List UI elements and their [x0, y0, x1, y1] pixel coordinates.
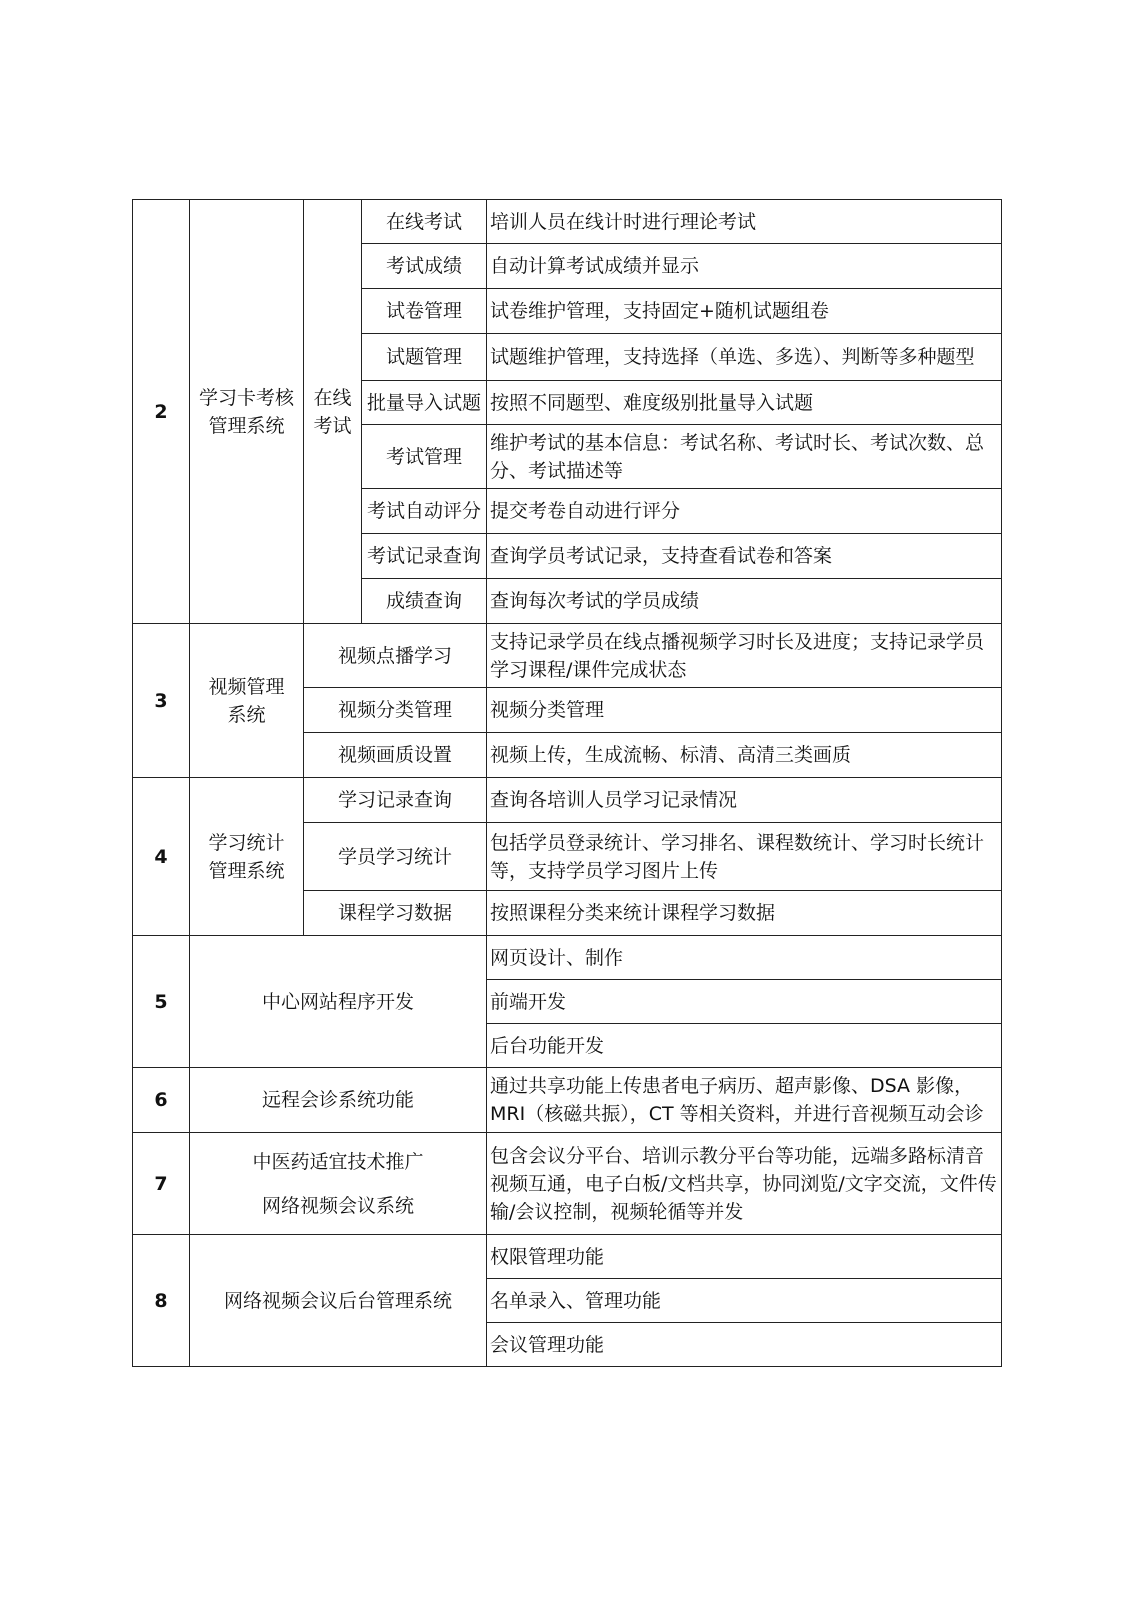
- row-number: 4: [133, 778, 190, 936]
- function-desc: 查询每次考试的学员成绩: [487, 579, 1002, 624]
- function-desc: 名单录入、管理功能: [487, 1279, 1002, 1323]
- module-name: 在线 考试: [304, 200, 362, 624]
- function-name: 成绩查询: [362, 579, 487, 624]
- function-desc: 通过共享功能上传患者电子病历、超声影像、DSA 影像，MRI（核磁共振），CT 等相关资料，并进行音视频互动会诊: [487, 1068, 1002, 1133]
- function-desc: 按照不同题型、难度级别批量导入试题: [487, 381, 1002, 425]
- function-desc: 试卷维护管理，支持固定+随机试题组卷: [487, 289, 1002, 334]
- function-name: 试题管理: [362, 334, 487, 381]
- function-name: 在线考试: [362, 200, 487, 244]
- function-name: 批量导入试题: [362, 381, 487, 425]
- function-name: 视频画质设置: [304, 733, 487, 778]
- table-row: [133, 1133, 1002, 1235]
- function-name: 考试记录查询: [362, 534, 487, 579]
- row-number: 6: [133, 1068, 190, 1133]
- function-desc: 权限管理功能: [487, 1235, 1002, 1279]
- system-name: 网络视频会议后台管理系统: [190, 1235, 487, 1367]
- function-name: 视频点播学习: [304, 624, 487, 688]
- function-desc: 支持记录学员在线点播视频学习时长及进度；支持记录学员学习课程/课件完成状态: [487, 624, 1002, 688]
- function-desc: 培训人员在线计时进行理论考试: [487, 200, 1002, 244]
- row-number: 8: [133, 1235, 190, 1367]
- function-desc: 按照课程分类来统计课程学习数据: [487, 891, 1002, 936]
- function-name: 考试自动评分: [362, 489, 487, 534]
- row-number: 2: [133, 200, 190, 624]
- system-name: 学习统计 管理系统: [190, 778, 304, 936]
- function-name: 考试成绩: [362, 244, 487, 289]
- function-name: 学员学习统计: [304, 823, 487, 891]
- function-desc: 视频上传，生成流畅、标清、高清三类画质: [487, 733, 1002, 778]
- function-name: 试卷管理: [362, 289, 487, 334]
- table-row: [133, 1068, 1002, 1133]
- function-name: 视频分类管理: [304, 688, 487, 733]
- table-row: [133, 1235, 1002, 1279]
- system-name: 远程会诊系统功能: [190, 1068, 487, 1133]
- function-desc: 后台功能开发: [487, 1024, 1002, 1068]
- function-name: 学习记录查询: [304, 778, 487, 823]
- row-number: 3: [133, 624, 190, 778]
- function-desc: 视频分类管理: [487, 688, 1002, 733]
- function-desc: 查询学员考试记录，支持查看试卷和答案: [487, 534, 1002, 579]
- requirements-table: [132, 199, 1002, 1367]
- function-desc: 网页设计、制作: [487, 936, 1002, 980]
- row-number: 5: [133, 936, 190, 1068]
- system-name: 学习卡考核 管理系统: [190, 200, 304, 624]
- function-desc: 包含会议分平台、培训示教分平台等功能，远端多路标清音视频互通，电子白板/文档共享，协同浏览/文字交流，文件传输/会议控制，视频轮循等并发: [487, 1133, 1002, 1235]
- system-name: 中心网站程序开发: [190, 936, 487, 1068]
- function-name: 课程学习数据: [304, 891, 487, 936]
- function-desc: 提交考卷自动进行评分: [487, 489, 1002, 534]
- table-row: [133, 936, 1002, 980]
- function-desc: 会议管理功能: [487, 1323, 1002, 1367]
- system-name: 视频管理 系统: [190, 624, 304, 778]
- function-desc: 包括学员登录统计、学习排名、课程数统计、学习时长统计等，支持学员学习图片上传: [487, 823, 1002, 891]
- table-row: [133, 778, 1002, 823]
- function-desc: 试题维护管理，支持选择（单选、多选）、判断等多种题型: [487, 334, 1002, 381]
- row-number: 7: [133, 1133, 190, 1235]
- table-row: [133, 624, 1002, 688]
- function-desc: 维护考试的基本信息：考试名称、考试时长、考试次数、总分、考试描述等: [487, 425, 1002, 489]
- function-name: 考试管理: [362, 425, 487, 489]
- system-name: 中医药适宜技术推广 网络视频会议系统: [190, 1133, 487, 1235]
- table-row: [133, 200, 1002, 244]
- function-desc: 自动计算考试成绩并显示: [487, 244, 1002, 289]
- function-desc: 查询各培训人员学习记录情况: [487, 778, 1002, 823]
- function-desc: 前端开发: [487, 980, 1002, 1024]
